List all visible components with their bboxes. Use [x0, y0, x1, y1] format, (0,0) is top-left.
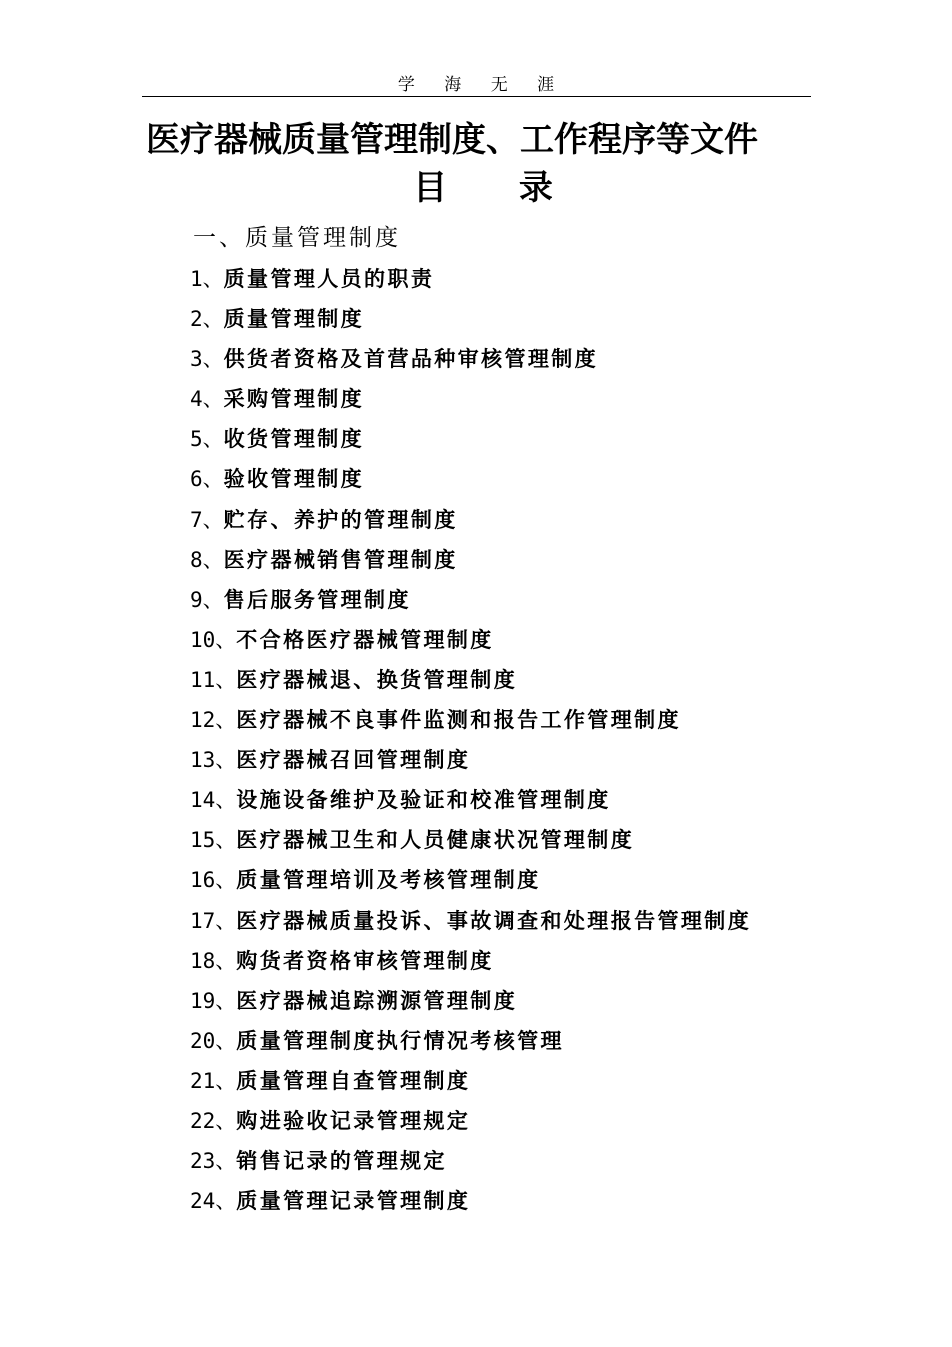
toc-item-number: 17、	[190, 908, 237, 933]
toc-item-number: 2、	[190, 307, 224, 332]
toc-item-number: 3、	[190, 347, 224, 372]
document-title: 医疗器械质量管理制度、工作程序等文件	[146, 120, 758, 160]
toc-item-label: 质量管理培训及考核管理制度	[236, 868, 541, 893]
toc-item-label: 质量管理记录管理制度	[236, 1189, 471, 1214]
toc-item-number: 20、	[190, 1028, 237, 1053]
toc-item	[190, 343, 751, 383]
toc-item-number: 15、	[190, 828, 237, 853]
toc-item-number: 4、	[190, 387, 224, 412]
toc-item	[190, 664, 751, 704]
toc-item	[190, 1105, 751, 1145]
toc-item	[190, 463, 751, 503]
toc-item-label: 不合格医疗器械管理制度	[236, 627, 494, 652]
toc-item-label: 医疗器械追踪溯源管理制度	[236, 988, 518, 1013]
toc-item-label: 售后服务管理制度	[223, 587, 411, 612]
document-subtitle: 目 录	[413, 168, 583, 208]
toc-item	[190, 1065, 751, 1105]
toc-item-label: 购货者资格审核管理制度	[236, 948, 494, 973]
header-divider	[142, 96, 811, 97]
toc-item	[190, 864, 751, 904]
toc-item	[190, 504, 751, 544]
toc-item-label: 设施设备维护及验证和校准管理制度	[236, 788, 611, 813]
toc-item-label: 医疗器械不良事件监测和报告工作管理制度	[236, 708, 681, 733]
toc-item-number: 13、	[190, 748, 237, 773]
toc-item-number: 22、	[190, 1108, 237, 1133]
toc-item-number: 6、	[190, 467, 224, 492]
toc-item-number: 8、	[190, 547, 224, 572]
toc-item-label: 供货者资格及首营品种审核管理制度	[223, 347, 599, 372]
toc-item-number: 24、	[190, 1189, 237, 1214]
toc-item	[190, 905, 751, 945]
toc-item-label: 医疗器械销售管理制度	[223, 547, 458, 572]
toc-item-number: 14、	[190, 788, 237, 813]
toc-item	[190, 985, 751, 1025]
toc-item-label: 质量管理自查管理制度	[236, 1068, 471, 1093]
toc-item	[190, 423, 751, 463]
toc-item-label: 质量管理制度执行情况考核管理	[236, 1028, 564, 1053]
toc-item-label: 医疗器械退、换货管理制度	[236, 667, 518, 692]
table-of-contents	[190, 263, 751, 1225]
toc-item-number: 21、	[190, 1068, 237, 1093]
toc-item-label: 销售记录的管理规定	[236, 1149, 447, 1174]
toc-item-number: 7、	[190, 507, 224, 532]
toc-item-number: 1、	[190, 267, 224, 291]
toc-item-label: 贮存、养护的管理制度	[223, 507, 458, 532]
toc-item-label: 验收管理制度	[223, 467, 365, 492]
toc-item-number: 5、	[190, 427, 224, 452]
toc-item-number: 11、	[190, 667, 237, 692]
toc-item	[190, 1145, 751, 1185]
running-header: 学 海 无 涯	[397, 75, 567, 95]
toc-item-number: 23、	[190, 1149, 237, 1174]
toc-item	[190, 824, 751, 864]
toc-item	[190, 303, 751, 343]
toc-item-label: 医疗器械质量投诉、事故调查和处理报告管理制度	[236, 908, 752, 933]
section-heading: 一、质量管理制度	[193, 225, 401, 251]
toc-item	[190, 1025, 751, 1065]
toc-item-number: 12、	[190, 708, 237, 733]
toc-item-number: 16、	[190, 868, 237, 893]
toc-item-label: 质量管理人员的职责	[223, 267, 435, 291]
toc-item-number: 10、	[190, 627, 237, 652]
toc-item	[190, 263, 751, 303]
toc-item	[190, 544, 751, 584]
toc-item	[190, 704, 751, 744]
toc-item	[190, 784, 751, 824]
toc-item-number: 19、	[190, 988, 237, 1013]
toc-item-label: 医疗器械卫生和人员健康状况管理制度	[236, 828, 635, 853]
toc-item-label: 收货管理制度	[223, 427, 365, 452]
toc-item	[190, 744, 751, 784]
toc-item-number: 18、	[190, 948, 237, 973]
toc-item-label: 医疗器械召回管理制度	[236, 748, 471, 773]
toc-item-number: 9、	[190, 587, 224, 612]
toc-item-label: 购进验收记录管理规定	[236, 1108, 471, 1133]
toc-item	[190, 624, 751, 664]
toc-item	[190, 383, 751, 423]
toc-item-label: 质量管理制度	[223, 307, 365, 332]
toc-item-label: 采购管理制度	[223, 387, 365, 412]
toc-item	[190, 945, 751, 985]
toc-item	[190, 584, 751, 624]
toc-item	[190, 1185, 751, 1225]
